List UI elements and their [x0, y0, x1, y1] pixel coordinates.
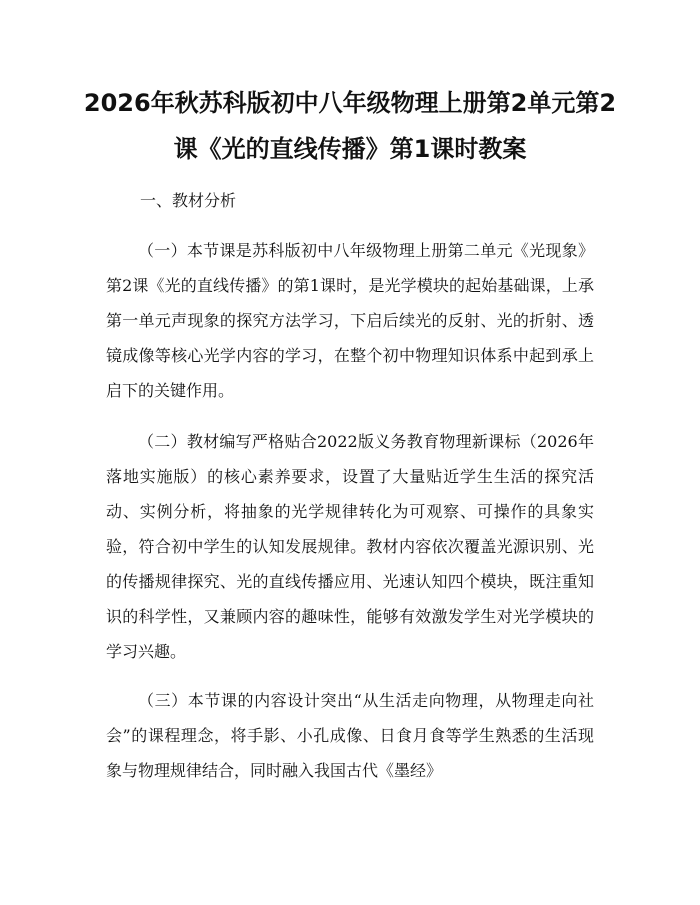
- paragraph-3: （三）本节课的内容设计突出“从生活走向物理，从物理走向社会”的课程理念，将手影、小孔成像、日食月食等学生熟悉的生活现象与物理规律结合，同时融入我国古代《墨经》: [106, 691, 594, 780]
- document-title: 2026年秋苏科版初中八年级物理上册第2单元第2课《光的直线传播》第1课时教案: [83, 89, 617, 163]
- paragraph-1: （一）本节课是苏科版初中八年级物理上册第二单元《光现象》第2课《光的直线传播》的第1课时，是光学模块的起始基础课，上承第一单元声现象的探究方法学习，下启后续光的反射、光的折射、透镜成像等核心光学内容的学习，在整个初中物理知识体系中起到承上启下的关键作用。: [106, 241, 594, 400]
- paragraph-2: （二）教材编写严格贴合2022版义务教育物理新课标（2026年落地实施版）的核心素养要求，设置了大量贴近学生生活的探究活动、实例分析，将抽象的光学规律转化为可观察、可操作的具象实验，符合初中学生的认知发展规律。教材内容依次覆盖光源识别、光的传播规律探究、光的直线传播应用、光速认知四个模块，既注重知识的科学性，又兼顾内容的趣味性，能够有效激发学生对光学模块的学习兴趣。: [106, 432, 594, 661]
- section-heading: 一、教材分析: [140, 191, 237, 210]
